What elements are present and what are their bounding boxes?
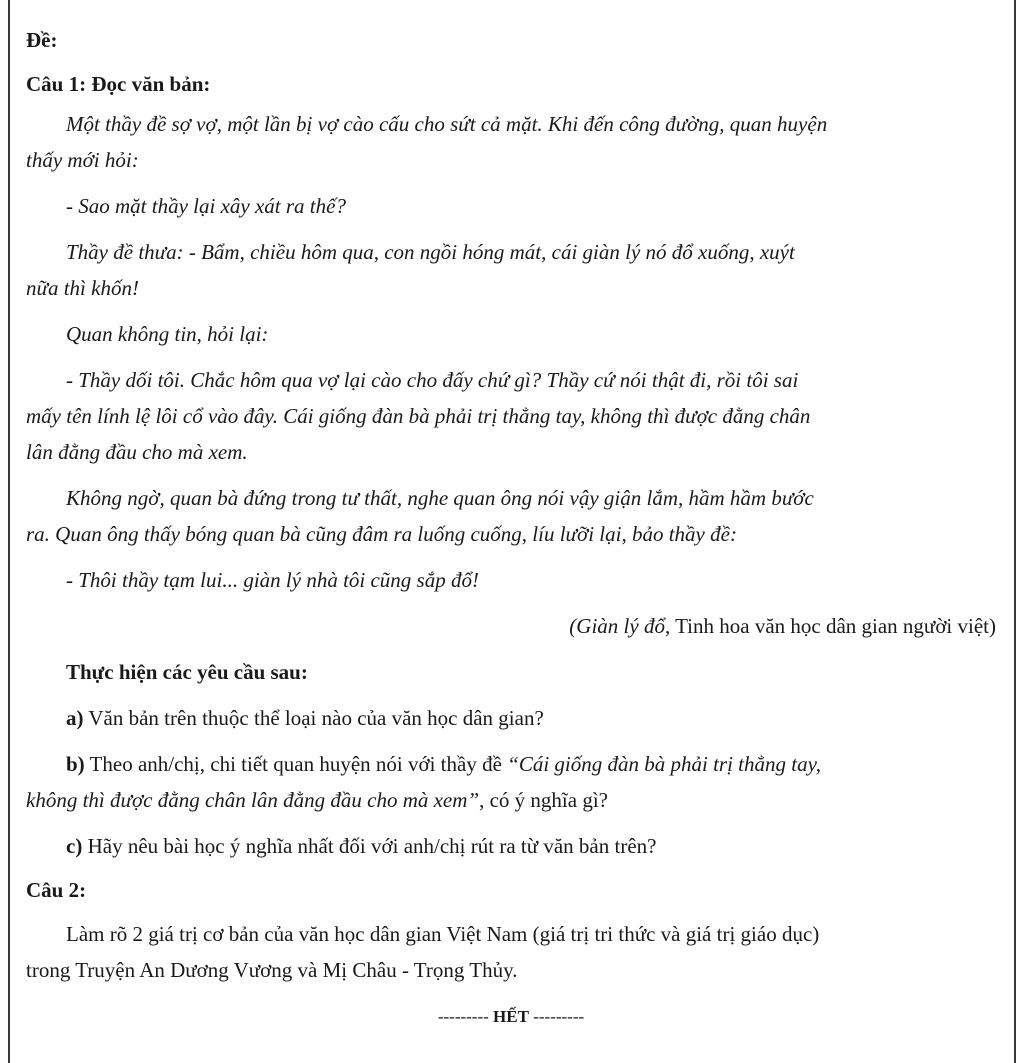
question-2-title <box>26 872 86 909</box>
story-line: Không ngờ, quan bà đứng trong tư thất, nghe quan ông nói vậy giận lắm, hầm hầm bước <box>66 486 814 510</box>
task-c-text: Hãy nêu bài học ý nghĩa nhất đối với anh/chị rút ra từ văn bản trên? <box>82 834 657 858</box>
task-b-text: , có ý nghĩa gì? <box>479 788 608 812</box>
source-title: (Giàn lý đổ, <box>569 614 671 638</box>
question-2-line: Làm rõ 2 giá trị cơ bản của văn học dân gian Việt Nam (giá trị tri thức và giá trị giáo dục) <box>66 922 820 946</box>
source-citation <box>569 608 996 645</box>
end-word: HẾT <box>493 1007 529 1026</box>
end-marker <box>26 998 996 1035</box>
question-1-title <box>26 66 210 103</box>
heading: Đề: <box>26 28 58 52</box>
story-line: - Thầy dối tôi. Chắc hôm qua vợ lại cào cho đấy chứ gì? Thầy cứ nói thật đi, rồi tôi sai <box>66 368 799 392</box>
question-2-label-rest: : <box>79 878 87 902</box>
story-line: - Thôi thầy tạm lui... giàn lý nhà tôi cũng sắp đổ! <box>66 568 479 592</box>
story-line: Quan không tin, hỏi lại: <box>66 322 269 346</box>
story-line: mấy tên lính lệ lôi cổ vào đây. Cái giống đàn bà phải trị thẳng tay, không thì được đằng chân <box>26 404 811 428</box>
source-rest: Tinh hoa văn học dân gian người việt) <box>670 614 996 638</box>
story-line: Thầy đề thưa: - Bẩm, chiều hôm qua, con ngồi hóng mát, cái giàn lý nó đổ xuống, xuýt <box>66 240 795 264</box>
story-line: lân đằng đầu cho mà xem. <box>26 440 248 464</box>
question-2-label: Câu 2 <box>26 878 80 902</box>
task-b-text: Theo anh/chị, chi tiết quan huyện nói với thầy đề <box>84 752 508 776</box>
question-1-label: Câu 1 <box>26 72 80 96</box>
task-b-quote: không thì được đằng chân lân đằng đầu cho mà xem” <box>26 788 480 812</box>
end-dashes-right: --------- <box>533 1007 585 1026</box>
task-b-continued <box>26 782 608 819</box>
task-a-label: a) <box>66 706 84 730</box>
tasks-title: Thực hiện các yêu cầu sau: <box>66 660 308 684</box>
task-c-label: c) <box>66 834 83 858</box>
story-line: ra. Quan ông thấy bóng quan bà cũng đâm ra luống cuống, líu lưỡi lại, bảo thầy đề: <box>26 522 737 546</box>
story-line: - Sao mặt thầy lại xây xát ra thế? <box>66 194 346 218</box>
task-b-quote: “Cái giống đàn bà phải trị thẳng tay, <box>507 752 822 776</box>
task-a <box>66 700 544 737</box>
task-b-label: b) <box>66 752 85 776</box>
story-line: Một thầy đề sợ vợ, một lần bị vợ cào cấu cho sứt cả mặt. Khi đến công đường, quan huyện <box>66 112 828 136</box>
question-1-label-rest: : Đọc văn bản: <box>79 72 211 96</box>
end-dashes-left: --------- <box>437 1007 489 1026</box>
story-line: nữa thì khốn! <box>26 276 139 300</box>
task-a-text: Văn bản trên thuộc thể loại nào của văn học dân gian? <box>83 706 544 730</box>
story-line: thấy mới hỏi: <box>26 148 139 172</box>
question-2-line: trong Truyện An Dương Vương và Mị Châu - Trọng Thủy. <box>26 958 518 982</box>
task-b <box>66 746 821 783</box>
task-c <box>66 828 656 865</box>
